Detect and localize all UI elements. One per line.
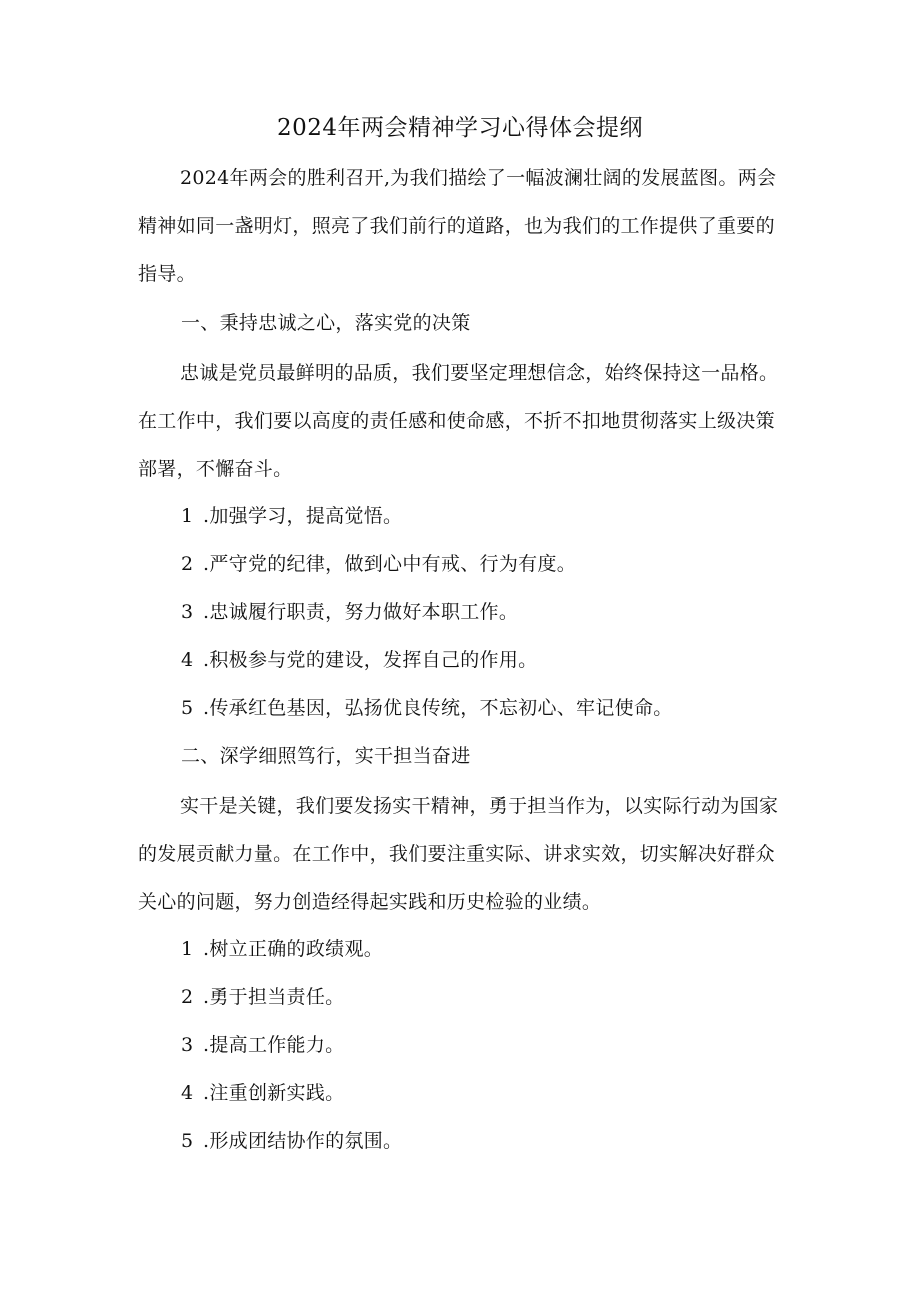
list-item-text: .注重创新实践。	[203, 1082, 345, 1104]
list-item-text: .传承红色基因，弘扬优良传统，不忘初心、牢记使命。	[203, 697, 673, 719]
list-item-number: 1	[181, 938, 194, 960]
list-item	[181, 598, 518, 626]
section-1-heading: 一、秉持忠诚之心，落实党的决策	[181, 312, 471, 334]
list-item-text: .积极参与党的建设，发挥自己的作用。	[203, 649, 538, 671]
list-item-number: 5	[181, 1130, 194, 1152]
list-item-text: .加强学习，提高觉悟。	[203, 505, 403, 527]
list-item-text: .形成团结协作的氛围。	[203, 1130, 403, 1152]
list-item	[181, 1031, 344, 1059]
list-item	[181, 1127, 402, 1155]
list-item	[181, 983, 344, 1011]
list-item	[181, 1079, 344, 1107]
list-item-text: .提高工作能力。	[203, 1034, 345, 1056]
document-title: 2024年两会精神学习心得体会提纲	[276, 115, 644, 141]
list-item-text: .勇于担当责任。	[203, 986, 345, 1008]
list-item-number: 5	[181, 697, 194, 719]
section-2-heading: 二、深学细照笃行，实干担当奋进	[181, 745, 471, 767]
list-item-number: 3	[181, 1034, 194, 1056]
list-item-number: 4	[181, 1082, 194, 1104]
list-item	[181, 694, 673, 722]
list-item-number: 2	[181, 553, 194, 575]
intro-paragraph: 2024年两会的胜利召开,为我们描绘了一幅波澜壮阔的发展蓝图。两会精神如同一盏明灯，照亮了我们前行的道路，也为我们的工作提供了重要的指导。	[138, 167, 777, 285]
list-item-text: .树立正确的政绩观。	[203, 938, 384, 960]
list-item	[181, 502, 402, 530]
list-item-number: 2	[181, 986, 194, 1008]
section-2-body: 实干是关键，我们要发扬实干精神，勇于担当作为，以实际行动为国家的发展贡献力量。在工作中，我们要注重实际、讲求实效，切实解决好群众关心的问题，努力创造经得起实践和历史检验的业绩。	[138, 795, 779, 913]
section-1-body: 忠诚是党员最鲜明的品质，我们要坚定理想信念，始终保持这一品格。在工作中，我们要以高度的责任感和使命感，不折不扣地贯彻落实上级决策部署，不懈奋斗。	[138, 362, 779, 480]
list-item	[181, 550, 576, 578]
list-item-text: .忠诚履行职责，努力做好本职工作。	[203, 601, 519, 623]
list-item-number: 3	[181, 601, 194, 623]
list-item-number: 1	[181, 505, 194, 527]
list-item-number: 4	[181, 649, 194, 671]
list-item	[181, 935, 383, 963]
list-item	[181, 646, 537, 674]
list-item-text: .严守党的纪律，做到心中有戒、行为有度。	[203, 553, 577, 575]
